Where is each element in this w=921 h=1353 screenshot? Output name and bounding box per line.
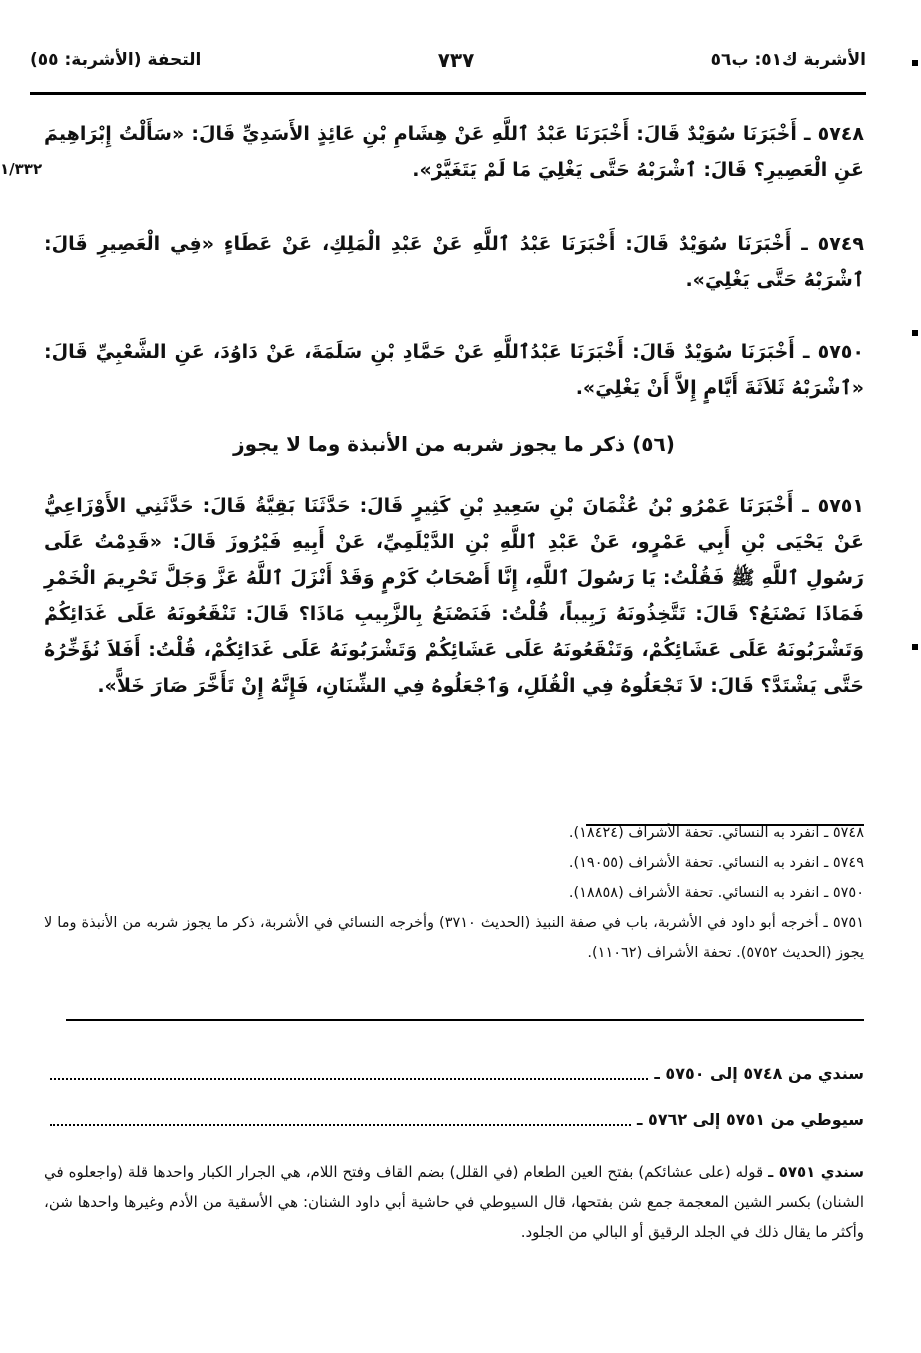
sindi-commentary-text: قوله (على عشائكم) بفتح العين الطعام (في القلل) بضم القاف وفتح اللام، هي الجرار الكبار واحدها قلة (واجعلوه في الشنان) بكسر الشين المعجمة جمع شن بفتحها، قال السيوطي في حاشية أبي داود الشنان: هي الأسقية من الأدم وغيرها واحدها شن، وأكثر ما يقال ذلك في الجلد الرقيق أو البالي من الجلود.: [44, 1163, 864, 1241]
running-header: [30, 40, 866, 80]
sindi-commentary: [44, 1157, 864, 1247]
commentary-separator: [66, 1019, 864, 1021]
footnote-5751: ٥٧٥١ ـ أخرجه أبو داود في الأشربة، باب في صفة النبيذ (الحديث ٣٧١٠) وأخرجه النسائي في الأشربة، ذكر ما يجوز شربه من الأنبذة وما لا يجوز (الحديث ٥٧٥٢). تحفة الأشراف (١١٠٦٢).: [44, 915, 864, 961]
margin-mark: [912, 330, 918, 336]
header-tuhfa: التحفة (الأشربة: ٥٥): [30, 50, 202, 70]
hadith-5749: ٥٧٤٩ ـ أَخْبَرَنَا سُوَيْدٌ قَالَ: أَخْبَرَنَا عَبْدُ ٱللَّهِ عَنْ عَبْدِ الْمَلِكِ، عَنْ عَطَاءٍ «فِي الْعَصِيرِ قَالَ: ٱشْرَبْهُ حَتَّى يَغْلِيَ».: [44, 233, 864, 291]
suyuti-range-line: [44, 1110, 864, 1129]
header-chapter: الأشربة ك٥١: ب٥٦: [710, 50, 866, 70]
hadith-5748: ٥٧٤٨ ـ أَخْبَرَنَا سُوَيْدٌ قَالَ: أَخْبَرَنَا عَبْدُ ٱللَّهِ عَنْ هِشَامِ بْنِ عَائِذٍ الأَسَدِيِّ قَالَ: «سَأَلْتُ إِبْرَاهِيمَ عَنِ الْعَصِيرِ؟ قَالَ: ٱشْرَبْهُ حَتَّى يَغْلِيَ مَا لَمْ يَتَغَيَّرْ».: [44, 123, 864, 181]
sindi-range-label: سندي من ٥٧٤٨ إلى ٥٧٥٠ ـ: [654, 1064, 864, 1083]
dotted-leader: [50, 1114, 631, 1126]
footnote-5748: ٥٧٤٨ ـ انفرد به النسائي. تحفة الأشراف (١٨٤٢٤).: [568, 825, 864, 841]
header-rule: [30, 92, 866, 95]
dotted-leader: [50, 1068, 648, 1080]
sindi-range-line: [44, 1064, 864, 1083]
sindi-commentary-lead: سندي ٥٧٥١ ـ: [768, 1163, 864, 1181]
hadith-5750: ٥٧٥٠ ـ أَخْبَرَنَا سُوَيْدٌ قَالَ: أَخْبَرَنَا عَبْدُٱللَّهِ عَنْ حَمَّادِ بْنِ سَلَمَةَ، عَنْ دَاوُدَ، عَنِ الشَّعْبِيِّ قَالَ: «ٱشْرَبْهُ ثَلاَثَةَ أَيَّامٍ إِلاَّ أَنْ يَغْلِيَ».: [44, 341, 864, 399]
page-number: ٧٣٧: [437, 48, 475, 72]
section-title: (٥٦) ذكر ما يجوز شربه من الأنبذة وما لا يجوز: [233, 432, 675, 456]
margin-mark: [912, 60, 918, 66]
margin-reference: ١/٣٣٢: [0, 160, 43, 178]
suyuti-range-label: سيوطي من ٥٧٥١ إلى ٥٧٦٢ ـ: [637, 1110, 864, 1129]
hadith-5751: ٥٧٥١ ـ أَخْبَرَنَا عَمْرُو بْنُ عُثْمَانَ بْنِ سَعِيدِ بْنِ كَثِيرٍ قَالَ: حَدَّثَنَا بَقِيَّةُ قَالَ: حَدَّثَنِي الأَوْزَاعِيُّ عَنْ يَحْيَى بْنِ أَبِي عَمْرٍو، عَنْ عَبْدِ ٱللَّهِ بْنِ الدَّيْلَمِيِّ، عَنْ أَبِيهِ فَيْرُوزَ قَالَ: «قَدِمْتُ عَلَى رَسُولِ ٱللَّهِ ﷺ فَقُلْتُ: يَا رَسُولَ ٱللَّهِ، إِنَّا أَصْحَابُ كَرْمٍ وَقَدْ أَنْزَلَ ٱللَّهُ عَزَّ وَجَلَّ تَحْرِيمَ الْخَمْرِ فَمَاذَا نَصْنَعُ؟ قَالَ: تَتَّخِذُونَهُ زَبِيباً، قُلْتُ: فَنَصْنَعُ بِالزَّبِيبِ مَاذَا؟ قَالَ: تَنْقَعُونَهُ عَلَى غَدَائِكُمْ وَتَشْرَبُونَهُ عَلَى عَشَائِكُمْ، وَتَنْقَعُونَهُ عَلَى عَشَائِكُمْ وَتَشْرَبُونَهُ عَلَى غَدَائِكُمْ، قُلْتُ: أَفَلاَ نُؤَخِّرُهُ حَتَّى يَشْتَدَّ؟ قَالَ: لاَ تَجْعَلُوهُ فِي الْقُلَلِ، وَٱجْعَلُوهُ فِي الشِّنَانِ، فَإِنَّهُ إِنْ تَأَخَّرَ صَارَ خَلاًّ».: [44, 495, 864, 697]
footnote-5749: ٥٧٤٩ ـ انفرد به النسائي. تحفة الأشراف (١٩٠٥٥).: [568, 855, 864, 871]
margin-mark: [912, 644, 918, 650]
footnote-5750: ٥٧٥٠ ـ انفرد به النسائي. تحفة الأشراف (١٨٨٥٨).: [568, 885, 864, 901]
